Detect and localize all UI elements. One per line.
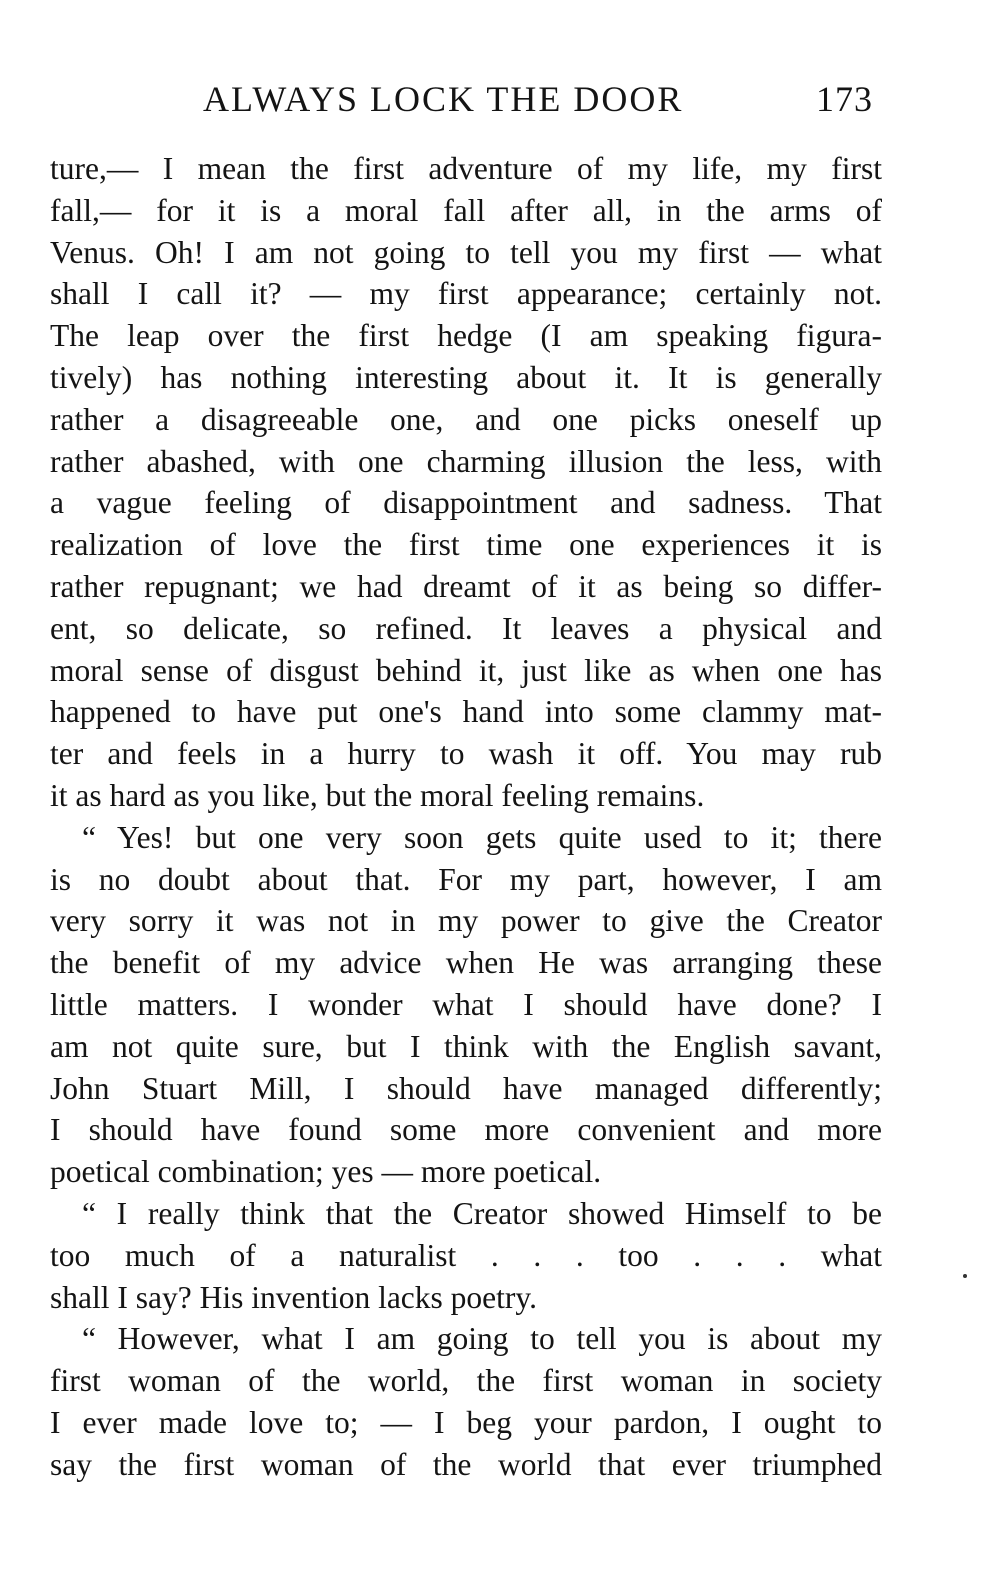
text-line: realization of love the first time one experiences it is xyxy=(50,527,882,563)
text-line: I ever made love to; — I beg your pardon, I ought to xyxy=(50,1404,882,1440)
text-line: rather abashed, with one charming illusion the less, with xyxy=(50,443,882,479)
text-line: fall,— for it is a moral fall after all, in the arms of xyxy=(50,192,882,228)
running-head xyxy=(0,72,1000,132)
text-line: am not quite sure, but I think with the English savant, xyxy=(50,1028,882,1064)
page-number: 173 xyxy=(816,79,873,119)
text-line: it as hard as you like, but the moral feeling remains. xyxy=(50,777,705,813)
text-line: ent, so delicate, so refined. It leaves a physical and xyxy=(50,610,882,646)
text-line: “ However, what I am going to tell you is about my xyxy=(82,1321,882,1357)
text-line: is no doubt about that. For my part, however, I am xyxy=(50,861,882,897)
text-line: rather a disagreeable one, and one picks oneself up xyxy=(50,401,882,437)
text-line: I should have found some more convenient and more xyxy=(50,1112,882,1148)
ink-speck xyxy=(963,1274,967,1278)
text-line: rather repugnant; we had dreamt of it as being so differ- xyxy=(50,568,882,604)
text-line: ture,— I mean the first adventure of my life, my first xyxy=(50,151,882,186)
text-line: tively) has nothing interesting about it. It is generally xyxy=(50,359,882,395)
text-line: say the first woman of the world that ever triumphed xyxy=(50,1446,882,1482)
text-line: John Stuart Mill, I should have managed differently; xyxy=(50,1070,882,1106)
running-title: ALWAYS LOCK THE DOOR xyxy=(203,79,684,119)
text-line: little matters. I wonder what I should have done? I xyxy=(50,986,882,1022)
text-line: first woman of the world, the first woman in society xyxy=(50,1363,882,1399)
text-line: shall I call it? — my first appearance; certainly not. xyxy=(50,276,882,312)
text-line: poetical combination; yes — more poetical. xyxy=(50,1154,602,1190)
text-line: Venus. Oh! I am not going to tell you my first — what xyxy=(50,234,882,270)
text-line: shall I say? His invention lacks poetry. xyxy=(50,1279,537,1315)
body-text xyxy=(50,148,882,1486)
text-line: very sorry it was not in my power to give the Creator xyxy=(50,903,882,939)
text-line: the benefit of my advice when He was arranging these xyxy=(50,945,882,981)
text-line: moral sense of disgust behind it, just like as when one has xyxy=(50,652,882,688)
text-line: The leap over the first hedge (I am speaking figura- xyxy=(50,318,882,354)
text-line: a vague feeling of disappointment and sadness. That xyxy=(50,485,882,521)
text-line: ter and feels in a hurry to wash it off. You may rub xyxy=(50,736,882,772)
text-line: “ Yes! but one very soon gets quite used to it; there xyxy=(82,819,882,855)
text-line: “ I really think that the Creator showed Himself to be xyxy=(82,1195,882,1231)
text-line: happened to have put one's hand into some clammy mat- xyxy=(50,694,882,730)
text-line: too much of a naturalist . . . too . . . what xyxy=(50,1237,882,1273)
